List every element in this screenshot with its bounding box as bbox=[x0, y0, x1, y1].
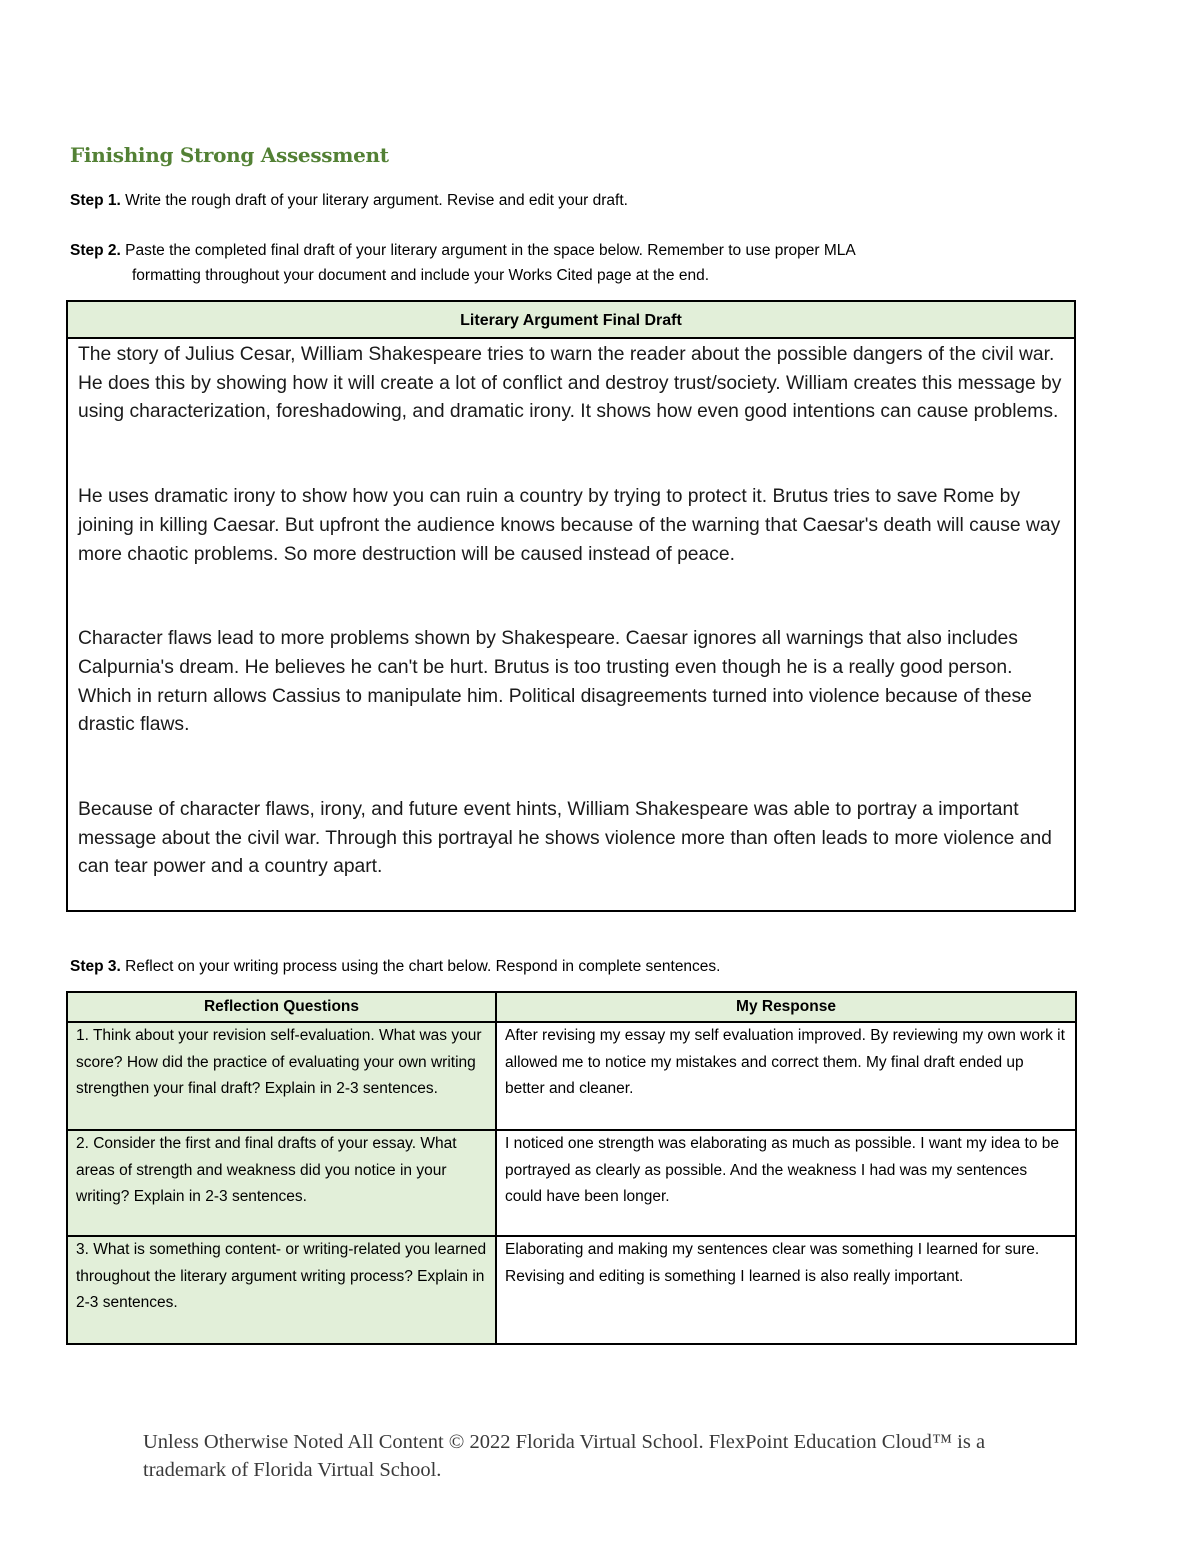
copyright-footer: Unless Otherwise Noted All Content © 2022 Florida Virtual School. FlexPoint Education Cloud™ is a trademark of Florida Virtual School. bbox=[143, 1431, 986, 1481]
final-draft-body[interactable] bbox=[68, 339, 1074, 882]
reflection-question-1: 1. Think about your revision self-evaluation. What was your score? How did the practice of evaluating your own writing strengthen your final draft? Explain in 2-3 sentences. bbox=[67, 1022, 496, 1130]
table-row bbox=[67, 1022, 1076, 1130]
table-row bbox=[67, 1236, 1076, 1344]
step-3-label: Step 3. bbox=[70, 958, 121, 975]
step-2-text: Paste the completed final draft of your literary argument in the space below. Remember to use proper MLA bbox=[120, 242, 856, 259]
my-response-header: My Response bbox=[496, 992, 1076, 1022]
draft-paragraph: The story of Julius Cesar, William Shakespeare tries to warn the reader about the possible dangers of the civil war. He does this by showing how it will create a lot of conflict and destroy trust/society. William creates this message by using characterization, foreshadowing, and dramatic irony. It shows how even good intentions can cause problems. bbox=[78, 344, 1062, 423]
step-2-label: Step 2. bbox=[70, 242, 121, 259]
reflection-response-3[interactable]: Elaborating and making my sentences clear was something I learned for sure. Revising and editing is something I learned is also really important. bbox=[496, 1236, 1076, 1344]
reflection-table bbox=[66, 991, 1077, 1345]
step-3-text: Reflect on your writing process using the chart below. Respond in complete sentences. bbox=[120, 958, 721, 975]
reflection-response-1[interactable]: After revising my essay my self evaluation improved. By reviewing my own work it allowed me to notice my mistakes and correct them. My final draft ended up better and cleaner. bbox=[496, 1022, 1076, 1130]
step-2-instruction bbox=[70, 238, 856, 288]
draft-paragraph: Because of character flaws, irony, and future event hints, William Shakespeare was able to portray a important message about the civil war. Through this portrayal he shows violence more than often leads to more violence and can tear power and a country apart. bbox=[78, 799, 1052, 878]
reflection-question-2: 2. Consider the first and final drafts of your essay. What areas of strength and weakness did you notice in your writing? Explain in 2-3 sentences. bbox=[67, 1130, 496, 1236]
page-title: Finishing Strong Assessment bbox=[70, 143, 389, 167]
table-row bbox=[67, 1130, 1076, 1236]
step-2-text-continued: formatting throughout your document and include your Works Cited page at the end. bbox=[132, 267, 710, 284]
draft-paragraph: Character flaws lead to more problems shown by Shakespeare. Caesar ignores all warnings that also includes Calpurnia's dream. He believes he can't be hurt. Brutus is too trusting even though he is a really good person. Which in return allows Cassius to manipulate him. Political disagreements turned into violence because of these drastic flaws. bbox=[78, 628, 1032, 736]
reflection-header-row bbox=[67, 992, 1076, 1022]
reflection-response-2[interactable]: I noticed one strength was elaborating as much as possible. I want my idea to be portrayed as clearly as possible. And the weakness I had was my sentences could have been longer. bbox=[496, 1130, 1076, 1236]
final-draft-header: Literary Argument Final Draft bbox=[68, 302, 1074, 339]
step-1-instruction bbox=[70, 188, 628, 213]
step-1-text: Write the rough draft of your literary argument. Revise and edit your draft. bbox=[120, 192, 628, 209]
step-1-label: Step 1. bbox=[70, 192, 121, 209]
final-draft-table bbox=[66, 300, 1076, 912]
reflection-question-3: 3. What is something content- or writing-related you learned throughout the literary argument writing process? Explain in 2-3 sentences. bbox=[67, 1236, 496, 1344]
reflection-questions-header: Reflection Questions bbox=[67, 992, 496, 1022]
draft-paragraph: He uses dramatic irony to show how you can ruin a country by trying to protect it. Brutus tries to save Rome by joining in killing Caesar. But upfront the audience knows because of the warning that Caesar's death will cause way more chaotic problems. So more destruction will be caused instead of peace. bbox=[78, 486, 1061, 565]
step-3-instruction bbox=[70, 954, 720, 979]
